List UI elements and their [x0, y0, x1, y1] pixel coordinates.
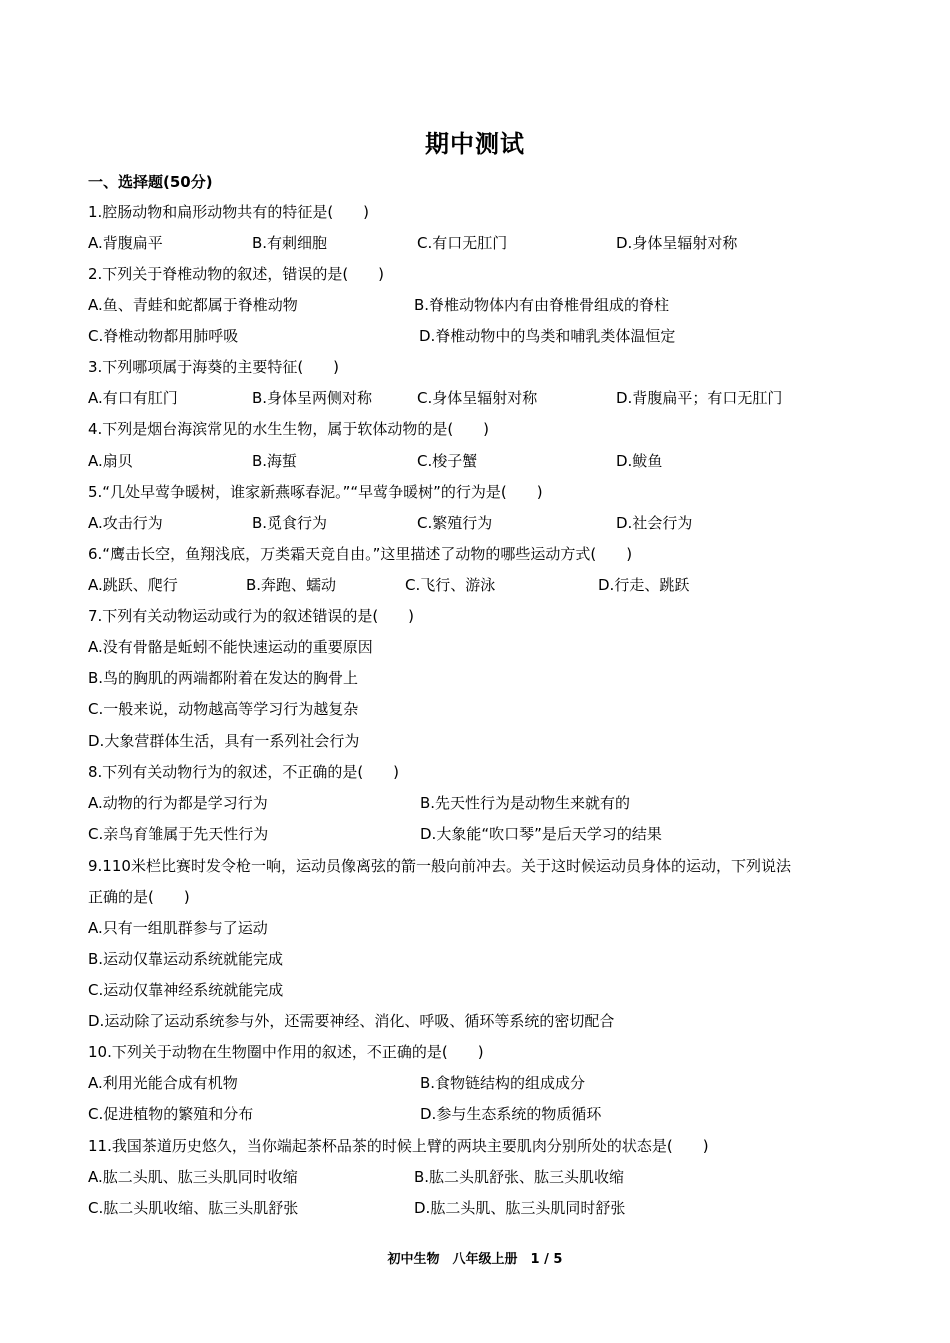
option: A.攻击行为: [88, 514, 163, 532]
option: C.梭子蟹: [417, 452, 478, 470]
option: D.肱二头肌、肱三头肌同时舒张: [414, 1199, 626, 1217]
question-6-stem: 6.“鹰击长空，鱼翔浅底，万类霜天竞自由。”这里描述了动物的哪些运动方式( ): [88, 545, 633, 563]
option: D.运动除了运动系统参与外，还需要神经、消化、呼吸、循环等系统的密切配合: [88, 1012, 615, 1030]
option: C.飞行、游泳: [405, 576, 496, 594]
option: C.促进植物的繁殖和分布: [88, 1105, 254, 1123]
option: B.身体呈两侧对称: [252, 389, 373, 407]
option: D.身体呈辐射对称: [616, 234, 738, 252]
question-5-stem: 5.“几处早莺争暖树，谁家新燕啄春泥。”“早莺争暖树”的行为是( ): [88, 483, 543, 501]
option: B.奔跑、蠕动: [246, 576, 337, 594]
option: C.脊椎动物都用肺呼吸: [88, 327, 239, 345]
option: A.动物的行为都是学习行为: [88, 794, 268, 812]
question-2-options-row1: [88, 295, 868, 315]
option: A.鱼、青蛙和蛇都属于脊椎动物: [88, 296, 298, 314]
question-8-stem: 8.下列有关动物行为的叙述，不正确的是( ): [88, 763, 400, 781]
question-10-stem: 10.下列关于动物在生物圈中作用的叙述，不正确的是( ): [88, 1043, 484, 1061]
page-footer: 初中生物 八年级上册 1 / 5: [387, 1252, 563, 1267]
question-11-options-row1: [88, 1167, 868, 1187]
question-8-options-row1: [88, 793, 868, 813]
question-11-options-row2: [88, 1198, 868, 1218]
question-3-options: [88, 388, 868, 408]
question-4-options: [88, 451, 868, 471]
option: A.跳跃、爬行: [88, 576, 178, 594]
option: D.大象营群体生活，具有一系列社会行为: [88, 732, 360, 750]
option: C.繁殖行为: [417, 514, 493, 532]
option: B.先天性行为是动物生来就有的: [420, 794, 631, 812]
option: C.身体呈辐射对称: [417, 389, 538, 407]
option: C.亲鸟育雏属于先天性行为: [88, 825, 269, 843]
question-11-stem: 11.我国茶道历史悠久，当你端起茶杯品茶的时候上臂的两块主要肌肉分别所处的状态是( ): [88, 1137, 709, 1155]
question-6-options: [88, 575, 868, 595]
question-8-options-row2: [88, 824, 868, 844]
option: A.利用光能合成有机物: [88, 1074, 238, 1092]
question-4-stem: 4.下列是烟台海滨常见的水生生物，属于软体动物的是( ): [88, 420, 490, 438]
section-heading: 一、选择题(50分): [88, 173, 213, 191]
option: C.肱二头肌收缩、肱三头肌舒张: [88, 1199, 299, 1217]
page-title: 期中测试: [425, 130, 525, 158]
option: A.有口有肛门: [88, 389, 178, 407]
option: A.只有一组肌群参与了运动: [88, 919, 268, 937]
option: B.有刺细胞: [252, 234, 328, 252]
question-9-stem: 9.110米栏比赛时发令枪一响，运动员像离弦的箭一般向前冲去。关于这时候运动员身体的运动，下列说法: [88, 857, 791, 875]
option: D.行走、跳跃: [598, 576, 690, 594]
question-9-stem-continued: 正确的是( ): [88, 888, 190, 906]
option: D.社会行为: [616, 514, 693, 532]
option: C.有口无肛门: [417, 234, 508, 252]
question-3-stem: 3.下列哪项属于海葵的主要特征( ): [88, 358, 340, 376]
question-7-stem: 7.下列有关动物运动或行为的叙述错误的是( ): [88, 607, 415, 625]
question-2-stem: 2.下列关于脊椎动物的叙述，错误的是( ): [88, 265, 385, 283]
question-1-options: [88, 233, 868, 253]
question-2-options-row2: [88, 326, 868, 346]
option: A.没有骨骼是蚯蚓不能快速运动的重要原因: [88, 638, 373, 656]
option: B.觅食行为: [252, 514, 328, 532]
option: D.大象能“吹口琴”是后天学习的结果: [420, 825, 662, 843]
question-10-options-row1: [88, 1073, 868, 1093]
question-10-options-row2: [88, 1104, 868, 1124]
option: C.运动仅靠神经系统就能完成: [88, 981, 284, 999]
option: A.肱二头肌、肱三头肌同时收缩: [88, 1168, 298, 1186]
option: C.一般来说，动物越高等学习行为越复杂: [88, 700, 359, 718]
option: D.参与生态系统的物质循环: [420, 1105, 602, 1123]
option: B.鸟的胸肌的两端都附着在发达的胸骨上: [88, 669, 359, 687]
question-1-stem: 1.腔肠动物和扁形动物共有的特征是( ): [88, 203, 370, 221]
option: B.海蜇: [252, 452, 298, 470]
option: B.肱二头肌舒张、肱三头肌收缩: [414, 1168, 625, 1186]
option: D.鲅鱼: [616, 452, 663, 470]
option: D.脊椎动物中的鸟类和哺乳类体温恒定: [419, 327, 676, 345]
option: B.运动仅靠运动系统就能完成: [88, 950, 284, 968]
option: B.脊椎动物体内有由脊椎骨组成的脊柱: [414, 296, 670, 314]
option: B.食物链结构的组成成分: [420, 1074, 586, 1092]
option: D.背腹扁平；有口无肛门: [616, 389, 783, 407]
option: A.扇贝: [88, 452, 133, 470]
option: A.背腹扁平: [88, 234, 163, 252]
question-5-options: [88, 513, 868, 533]
